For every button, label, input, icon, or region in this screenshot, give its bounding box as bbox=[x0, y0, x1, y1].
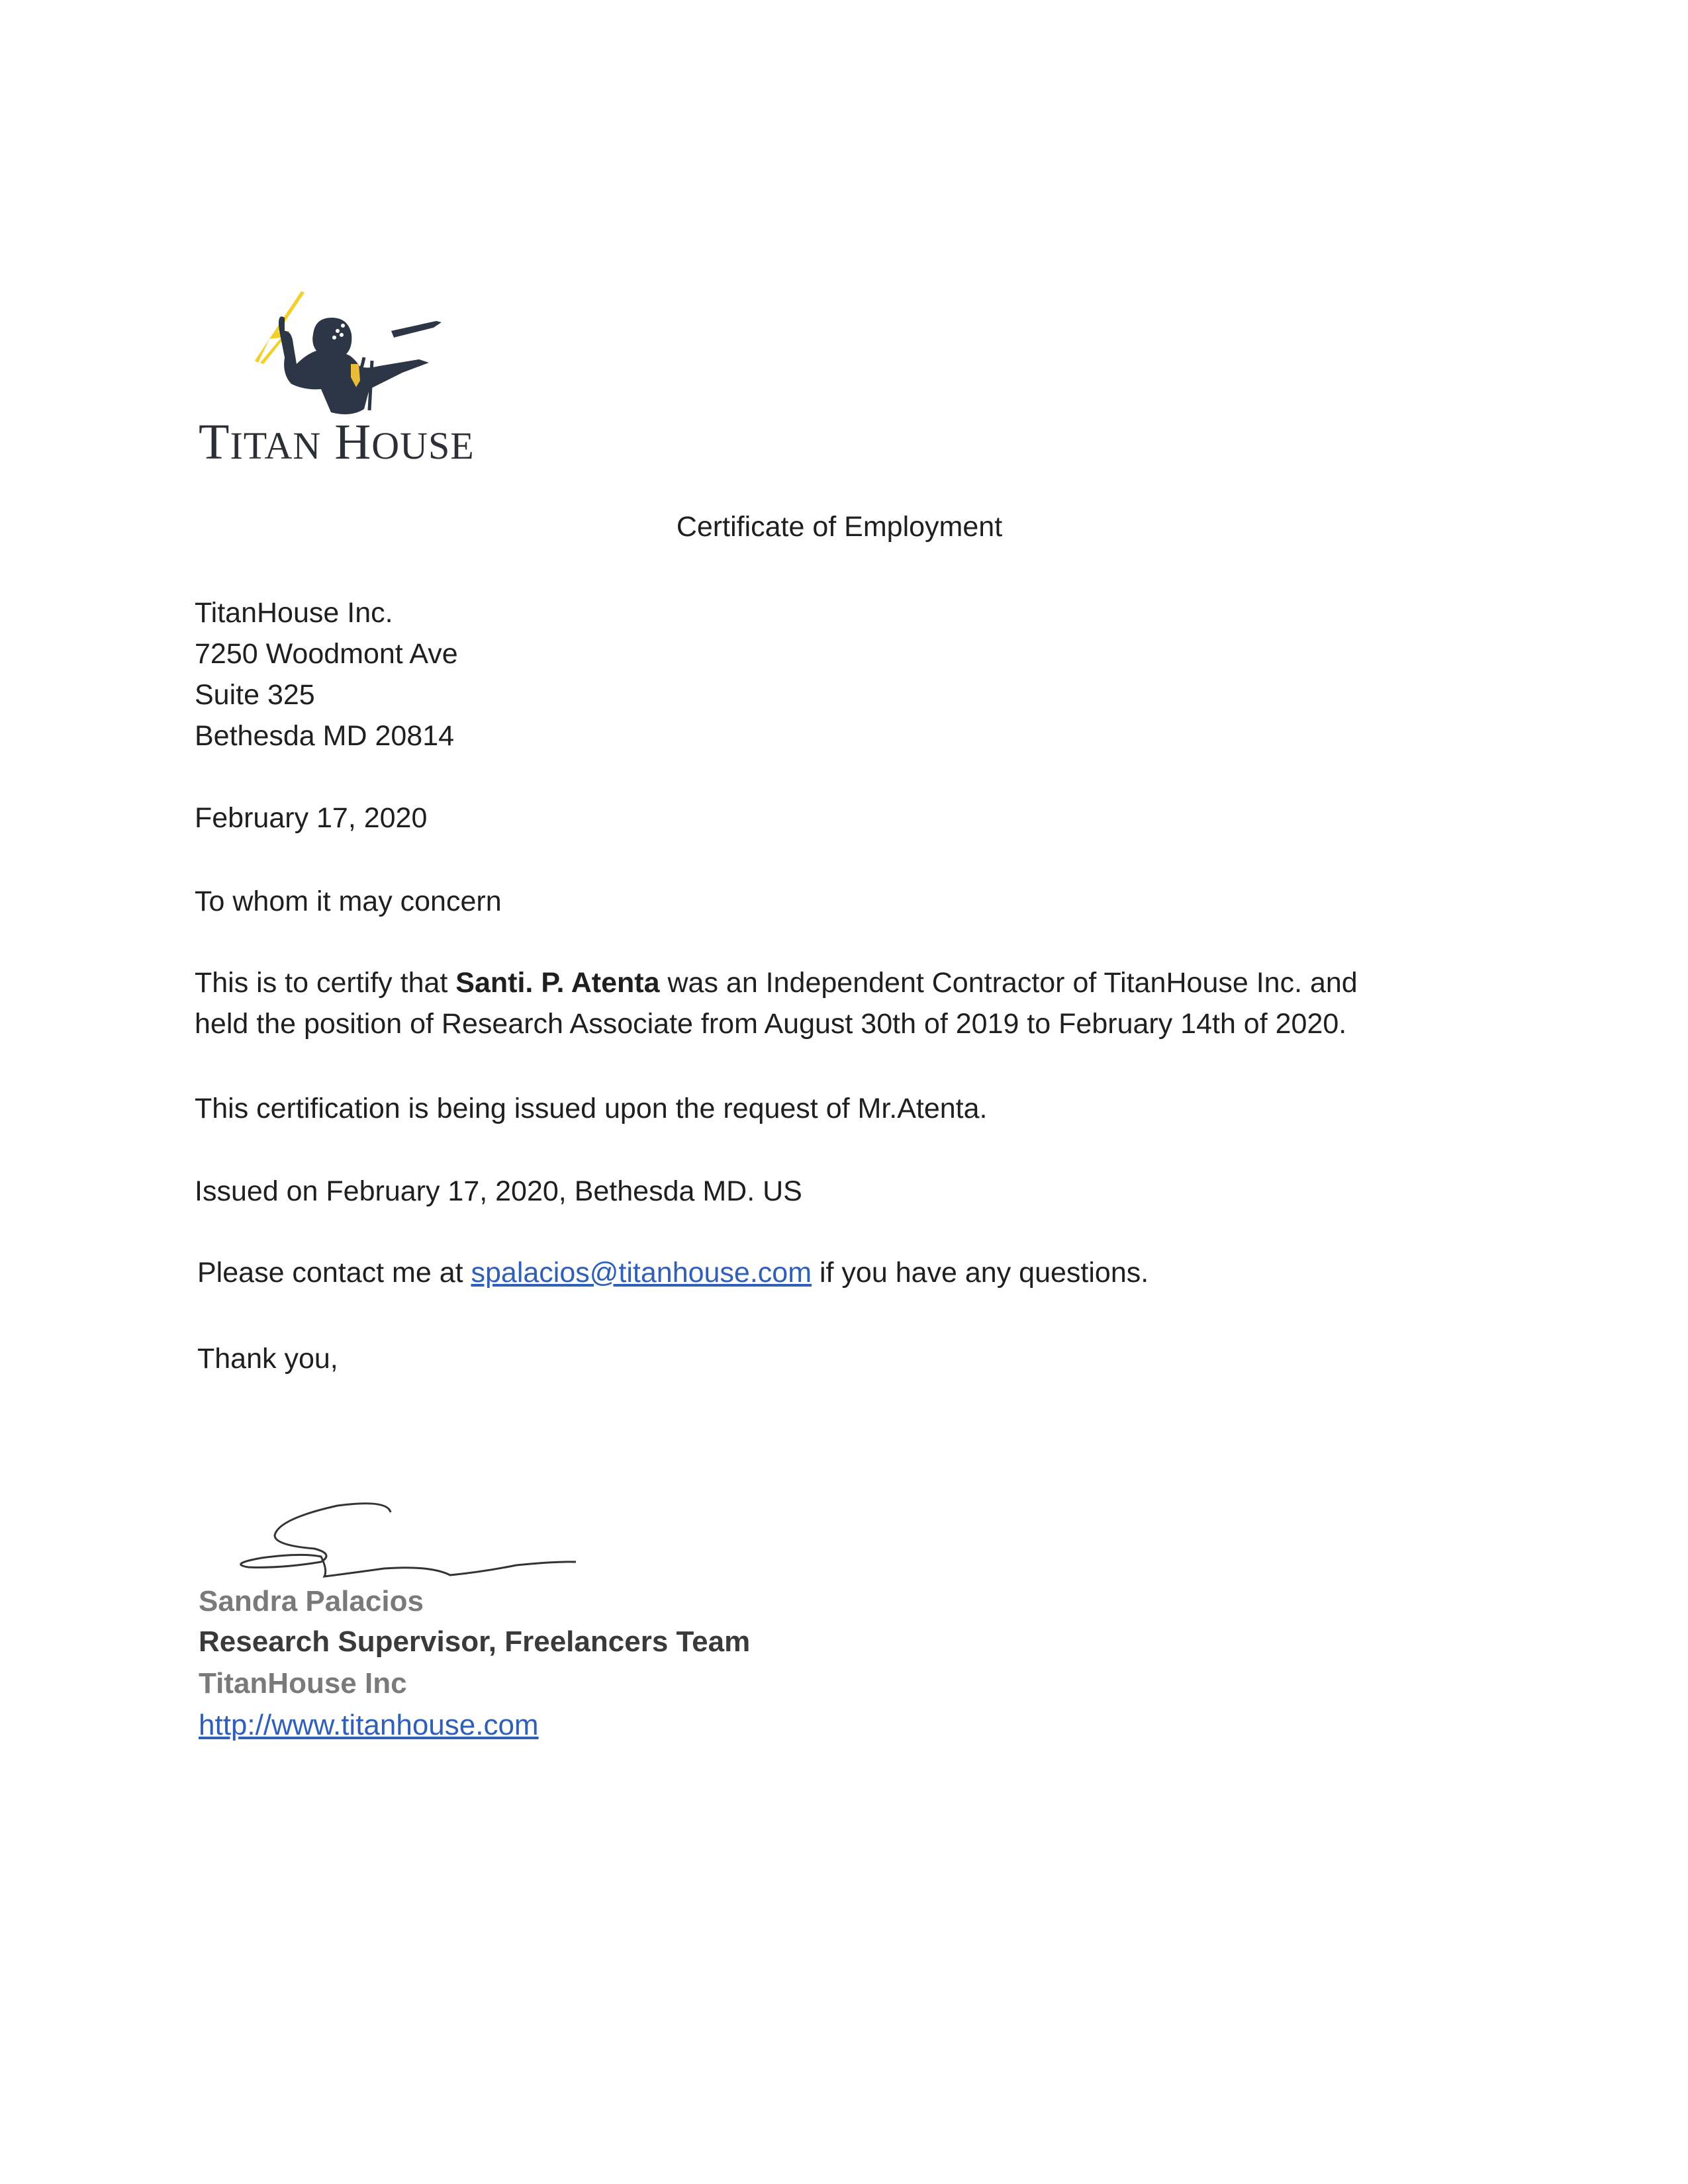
contact-paragraph bbox=[197, 1255, 1149, 1290]
logo-wordmark: TITAN HOUSE bbox=[199, 414, 475, 470]
letter-date: February 17, 2020 bbox=[195, 802, 428, 834]
signature-icon bbox=[218, 1486, 669, 1585]
address-line: 7250 Woodmont Ave bbox=[195, 638, 458, 670]
email-link[interactable]: spalacios@titanhouse.com bbox=[471, 1257, 812, 1289]
certification-paragraph-line2: held the position of Research Associate from August 30th of 2019 to February 14th of 2020. bbox=[195, 1008, 1347, 1040]
signer-role: Research Supervisor, Freelancers Team bbox=[199, 1625, 751, 1658]
website-link[interactable]: http://www.titanhouse.com bbox=[199, 1709, 539, 1741]
certification-paragraph bbox=[195, 966, 1358, 1000]
address-line: Bethesda MD 20814 bbox=[195, 720, 455, 752]
text: This is to certify that bbox=[195, 967, 456, 999]
address-line: Suite 325 bbox=[195, 679, 315, 711]
text: was an Independent Contractor of TitanHouse Inc. and bbox=[659, 967, 1358, 999]
text: Please contact me at bbox=[197, 1257, 471, 1289]
text: if you have any questions. bbox=[812, 1257, 1149, 1289]
document-title: Certificate of Employment bbox=[676, 511, 1003, 543]
signer-name: Sandra Palacios bbox=[199, 1585, 424, 1617]
signer-company: TitanHouse Inc bbox=[199, 1667, 407, 1700]
request-paragraph: This certification is being issued upon the request of Mr.Atenta. bbox=[195, 1093, 988, 1124]
address-line: TitanHouse Inc. bbox=[195, 597, 393, 629]
employee-name: Santi. P. Atenta bbox=[455, 967, 660, 999]
website-link-wrap bbox=[199, 1708, 539, 1743]
salutation: To whom it may concern bbox=[195, 886, 502, 917]
closing: Thank you, bbox=[197, 1343, 338, 1375]
issued-paragraph: Issued on February 17, 2020, Bethesda MD. US bbox=[195, 1175, 802, 1207]
